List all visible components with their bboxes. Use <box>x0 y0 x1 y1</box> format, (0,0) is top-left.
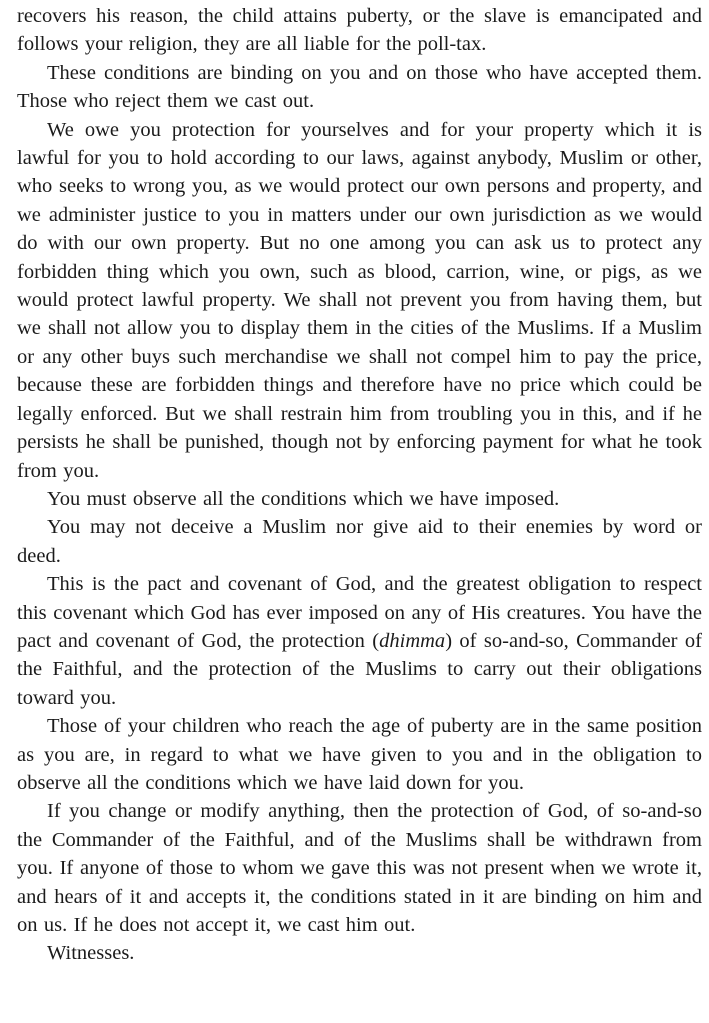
paragraph-children-puberty <box>17 712 702 797</box>
paragraph-text: If you change or modify anything, then the protection of God, of so-and-so the Commander of the Faithful, and of the Muslims shall be withdrawn from you. If anyone of those to whom we gave this was not present when we wrote it, and hears of it and accepts it, the conditions stated in it are binding on him and on us. If he does not accept it, we cast him out. <box>17 800 702 936</box>
italic-term-dhimma: dhimma <box>379 629 446 652</box>
paragraph-protection-property <box>17 116 702 485</box>
paragraph-conditions-binding <box>17 59 702 116</box>
paragraph-text: You must observe all the conditions which we have imposed. <box>47 487 560 510</box>
paragraph-text: recovers his reason, the child attains puberty, or the slave is emancipated and follows your religion, they are all liable for the poll-tax. <box>17 5 702 56</box>
paragraph-change-modify <box>17 797 702 939</box>
paragraph-text: Witnesses. <box>47 942 135 965</box>
paragraph-text: Those of your children who reach the age of puberty are in the same position as you are, in regard to what we have given to you and in the obligation to observe all the conditions which we have laid down for you. <box>17 715 702 794</box>
paragraph-continuation <box>17 2 702 59</box>
paragraph-no-deceit <box>17 513 702 570</box>
paragraph-text: We owe you protection for yourselves and for your property which it is lawful for you to hold according to our laws, against anybody, Muslim or other, who seeks to wrong you, as we would protect our own persons and property, and we administer justice to you in matters under our own jurisdiction as we would do with our own property. But no one among you can ask us to protect any forbidden thing which you own, such as blood, carrion, wine, or pigs, as we would protect lawful property. We shall not prevent you from having them, but we shall not allow you to display them in the cities of the Muslims. If a Muslim or any other buys such merchandise we shall not compel him to pay the price, because these are forbidden things and therefore have no price which could be legally enforced. But we shall restrain him from troubling you in this, and if he persists he shall be punished, though not by enforcing payment for what he took from you. <box>17 118 702 482</box>
paragraph-pact-covenant <box>17 570 702 712</box>
paragraph-text: You may not deceive a Muslim nor give aid to their enemies by word or deed. <box>17 516 702 567</box>
paragraph-text-post: ) of so-and-so, Commander of the Faithful, and the protection of the Muslims to carry out their obligations toward you. <box>17 629 702 709</box>
paragraph-witnesses <box>17 939 702 967</box>
paragraph-text-pre: This is the pact and covenant of God, and the greatest obligation to respect this covenant which God has ever imposed on any of His creatures. You have the pact and covenant of God, the protection ( <box>17 573 702 652</box>
paragraph-text: These conditions are binding on you and on those who have accepted them. Those who reject them we cast out. <box>17 61 702 113</box>
paragraph-observe-conditions <box>17 485 702 513</box>
